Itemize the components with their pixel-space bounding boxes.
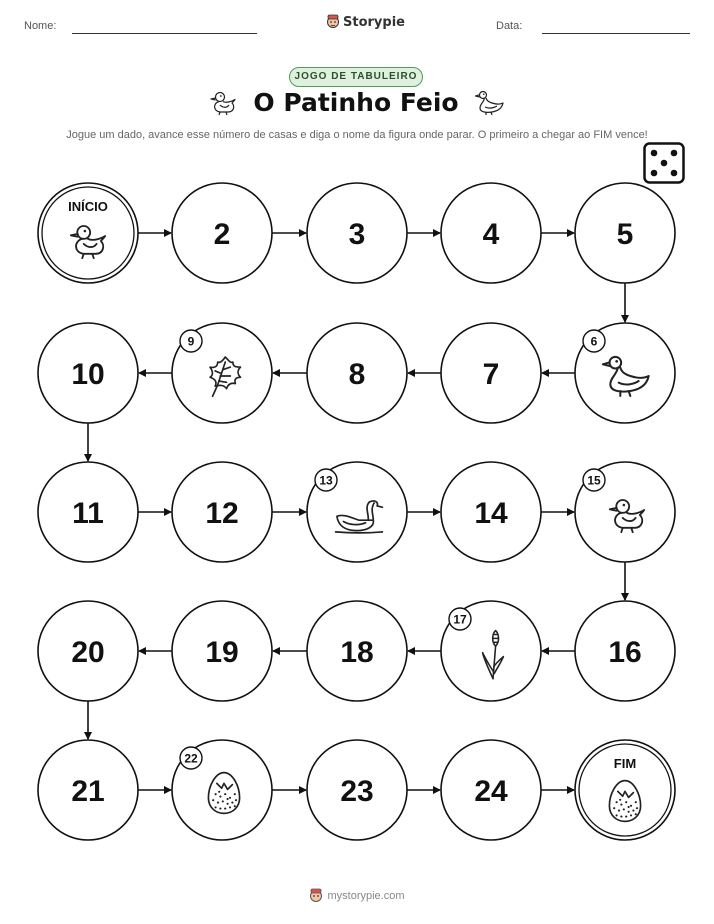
space-number: 5 [616, 218, 634, 251]
space-number: 14 [474, 497, 508, 530]
board-space [441, 183, 541, 283]
board-space [441, 462, 541, 562]
storypie-mascot-icon [309, 888, 323, 904]
space-number: 3 [348, 218, 366, 251]
board-space [38, 740, 138, 840]
board-space [441, 740, 541, 840]
page-title: O Patinho Feio [253, 88, 459, 117]
space-number: 16 [608, 636, 642, 669]
name-label: Nome: [24, 20, 57, 32]
board-space [307, 323, 407, 423]
board-space [172, 323, 272, 423]
space-number: 21 [71, 775, 105, 808]
board-space [38, 601, 138, 701]
space-number: 22 [184, 751, 198, 766]
board-space [172, 183, 272, 283]
board-space [172, 740, 272, 840]
date-label: Data: [496, 20, 523, 32]
space-number: 7 [482, 358, 500, 391]
space-circle [38, 183, 138, 283]
space-number: 12 [205, 497, 239, 530]
space-number: 20 [71, 636, 105, 669]
space-number: 9 [187, 334, 195, 349]
board-space [307, 601, 407, 701]
game-type-badge: JOGO DE TABULEIRO [289, 67, 423, 87]
space-number: 23 [340, 775, 374, 808]
board-space [307, 740, 407, 840]
space-circle [575, 740, 675, 840]
board-space [307, 183, 407, 283]
space-number: 2 [213, 218, 231, 251]
footer [0, 888, 714, 904]
board-space [575, 462, 675, 562]
space-number: 11 [72, 497, 104, 530]
board-space [38, 462, 138, 562]
space-number: 6 [590, 334, 598, 349]
space-number: 10 [71, 358, 105, 391]
board-space [575, 601, 675, 701]
brand-name: Storypie [343, 14, 405, 30]
space-number: 4 [482, 218, 500, 251]
space-number: 13 [319, 473, 333, 488]
space-label: INÍCIO [68, 199, 108, 214]
board-space [575, 323, 675, 423]
space-label: FIM [613, 756, 637, 771]
board-space [575, 183, 675, 283]
space-number: 19 [205, 636, 239, 669]
board-space [172, 462, 272, 562]
board-space [441, 601, 541, 701]
start-space [38, 183, 138, 283]
space-number: 18 [340, 636, 374, 669]
space-number: 24 [474, 775, 508, 808]
board-space [172, 601, 272, 701]
finish-space [575, 740, 675, 840]
space-number: 15 [587, 473, 601, 488]
board-space [307, 462, 407, 562]
footer-url: mystorypie.com [327, 890, 405, 902]
space-number: 17 [453, 612, 467, 627]
space-number: 8 [348, 358, 366, 391]
game-instructions: Jogue um dado, avance esse número de casas e diga o nome da figura onde parar. O primeiro a chegar ao FIM vence! [66, 129, 648, 141]
board-space [38, 323, 138, 423]
board-space [441, 323, 541, 423]
